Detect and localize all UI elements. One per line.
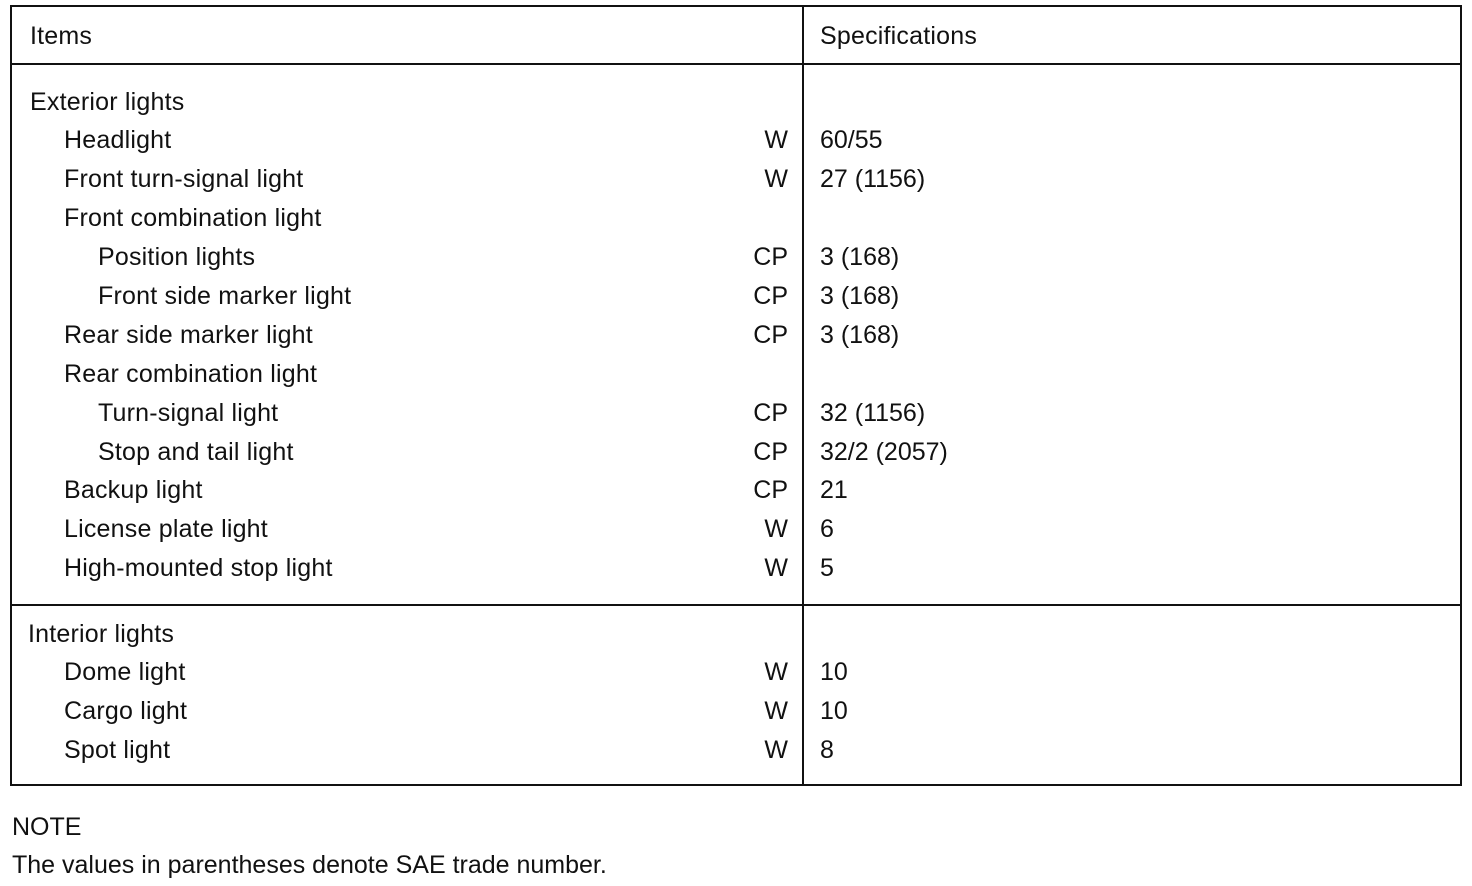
row-label: Dome light [64, 658, 186, 686]
row-unit: CP [753, 243, 788, 271]
row-unit: CP [753, 399, 788, 427]
row-spec: 60/55 [820, 126, 883, 154]
row-label: Backup light [64, 476, 203, 504]
bulb-specifications-table [10, 5, 1462, 786]
row-spec: 8 [820, 736, 834, 764]
row-label: Headlight [64, 126, 172, 154]
row-unit: CP [753, 438, 788, 466]
column-divider [802, 7, 804, 784]
row-unit: CP [753, 282, 788, 310]
row-label: Stop and tail light [98, 438, 294, 466]
row-spec: 32/2 (2057) [820, 438, 948, 466]
section-divider [12, 604, 1460, 606]
row-spec: 6 [820, 515, 834, 543]
section-title-exterior: Exterior lights [30, 88, 185, 116]
header-items: Items [30, 22, 93, 50]
row-unit: W [764, 126, 788, 154]
note-heading: NOTE [12, 813, 82, 841]
row-label: Cargo light [64, 697, 188, 725]
row-spec: 27 (1156) [820, 165, 926, 193]
row-label: License plate light [64, 515, 268, 543]
row-unit: W [764, 658, 788, 686]
row-label: Front side marker light [98, 282, 352, 310]
row-unit: W [764, 697, 788, 725]
row-group-label: Front combination light [64, 204, 322, 232]
row-label: High-mounted stop light [64, 554, 333, 582]
row-spec: 3 (168) [820, 321, 900, 349]
row-label: Rear side marker light [64, 321, 313, 349]
row-spec: 10 [820, 697, 848, 725]
row-spec: 5 [820, 554, 834, 582]
row-spec: 3 (168) [820, 282, 900, 310]
row-spec: 32 (1156) [820, 399, 926, 427]
row-spec: 10 [820, 658, 848, 686]
row-spec: 21 [820, 476, 848, 504]
row-label: Position lights [98, 243, 256, 271]
row-unit: W [764, 165, 788, 193]
row-label: Turn-signal light [98, 399, 279, 427]
row-unit: W [764, 515, 788, 543]
row-unit: W [764, 554, 788, 582]
row-unit: W [764, 736, 788, 764]
row-unit: CP [753, 476, 788, 504]
row-label: Front turn-signal light [64, 165, 304, 193]
row-unit: CP [753, 321, 788, 349]
header-specifications: Specifications [820, 22, 978, 50]
table-header-row [12, 7, 1460, 65]
note-text: The values in parentheses denote SAE trade number. [12, 851, 607, 879]
row-spec: 3 (168) [820, 243, 900, 271]
row-label: Spot light [64, 736, 171, 764]
section-title-interior: Interior lights [28, 620, 175, 648]
row-group-label: Rear combination light [64, 360, 318, 388]
